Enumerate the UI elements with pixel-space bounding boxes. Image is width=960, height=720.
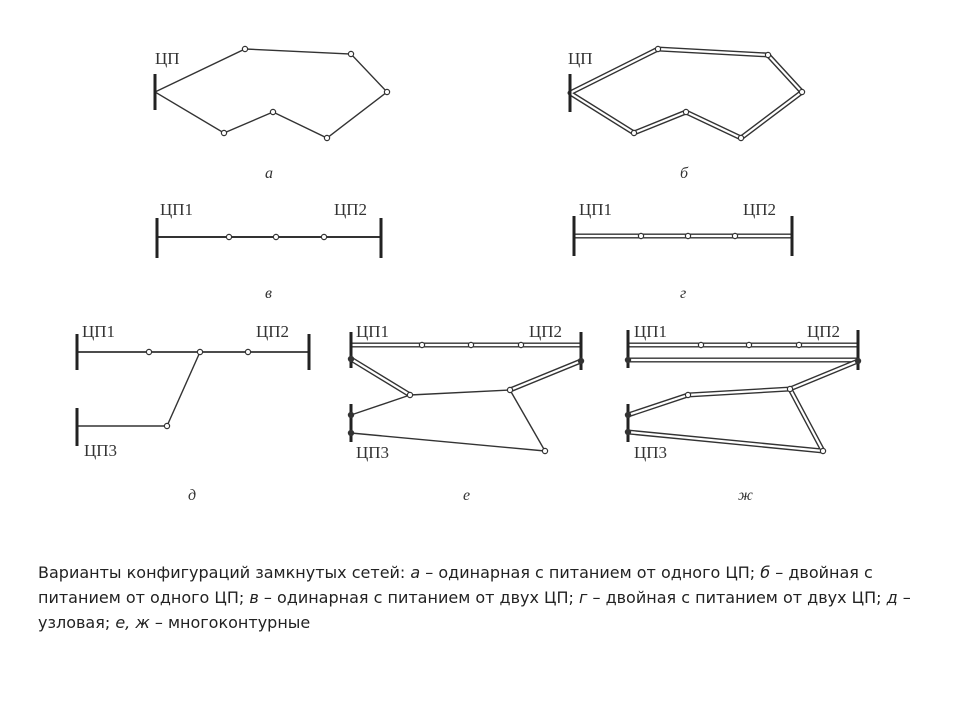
diagram-d-source3-label: ЦП3 [84, 441, 118, 460]
diagram-v-caption: в [265, 285, 272, 302]
diagram-d-source1-label: ЦП1 [82, 322, 116, 341]
diagram-g-source1-label: ЦП1 [579, 200, 613, 219]
caption-text-2: – одинарная с питанием от одного ЦП; [420, 563, 761, 582]
diagram-d-caption: д [188, 487, 197, 504]
diagram-zh-caption: ж [738, 487, 753, 504]
caption-letter-a: а [410, 563, 421, 582]
figure-caption [38, 560, 928, 635]
diagram-zh-source3-label: ЦП3 [634, 443, 668, 462]
diagram-e-caption: е [463, 487, 471, 504]
caption-text-4: – одинарная с питанием от двух ЦП; [258, 588, 579, 607]
diagram-b-caption: б [680, 165, 689, 182]
diagram-e-source3-label: ЦП3 [356, 443, 390, 462]
diagram-d-source2-label: ЦП2 [256, 322, 290, 341]
diagram-a [155, 46, 390, 182]
diagram-v-source1-label: ЦП1 [160, 200, 194, 219]
caption-text-6: – узловая; [38, 588, 911, 632]
diagram-zh-source1-label: ЦП1 [634, 322, 668, 341]
diagram-b-source-label: ЦП [568, 49, 593, 68]
diagram-a-caption: а [265, 165, 273, 182]
diagram-a-source-label: ЦП [155, 49, 180, 68]
diagram-g-source2-label: ЦП2 [743, 200, 777, 219]
diagram-g [574, 200, 792, 302]
caption-text-1: Варианты конфигураций замкнутых сетей: [38, 563, 411, 582]
diagram-e-source2-label: ЦП2 [529, 322, 563, 341]
caption-text-5: – двойная с питанием от двух ЦП; [587, 588, 887, 607]
caption-letter-d: д [886, 588, 898, 607]
diagram-e-source1-label: ЦП1 [356, 322, 390, 341]
caption-text-3: – двойная с питанием от одного ЦП; [38, 563, 873, 607]
diagram-b [568, 46, 805, 182]
diagram-zh-source2-label: ЦП2 [807, 322, 841, 341]
caption-letter-v: в [249, 588, 259, 607]
caption-letters-e-zh: е, ж [115, 613, 150, 632]
diagram-e [348, 322, 583, 504]
caption-text-7: – многоконтурные [149, 613, 311, 632]
diagram-zh [625, 322, 860, 504]
diagram-d [77, 322, 309, 504]
caption-letter-g: г [578, 588, 588, 607]
diagram-v [157, 200, 381, 302]
caption-letter-b: б [760, 563, 771, 582]
diagram-g-caption: г [680, 285, 687, 302]
diagram-v-source2-label: ЦП2 [334, 200, 368, 219]
